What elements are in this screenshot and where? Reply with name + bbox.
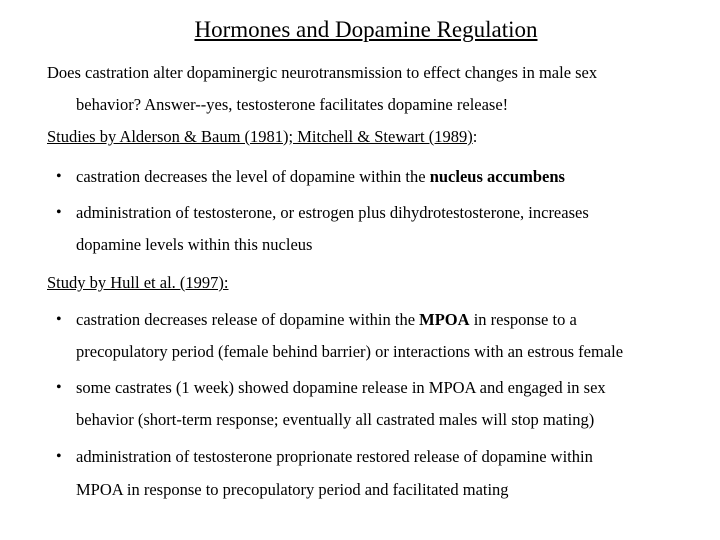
bullet-icon: • xyxy=(56,448,62,465)
section2-bullet-3-line-1: administration of testosterone proprionate restored release of dopamine within xyxy=(76,447,593,466)
intro-line-1: Does castration alter dopaminergic neurotransmission to effect changes in male sex xyxy=(47,63,598,82)
heading-colon: : xyxy=(472,127,478,146)
bullet-icon: • xyxy=(56,379,62,396)
section1-bullet-2-line-1: administration of testosterone, or estrogen plus dihydrotestosterone, increases xyxy=(76,203,589,222)
bullet-text: castration decreases the level of dopamine within the xyxy=(76,167,430,186)
section2-bullet-2-line-1: some castrates (1 week) showed dopamine release in MPOA and engaged in sex xyxy=(76,378,606,397)
intro-line-2: behavior? Answer--yes, testosterone facilitates dopamine release! xyxy=(76,95,509,114)
bold-term: MPOA xyxy=(419,310,470,329)
bullet-icon: • xyxy=(56,168,62,185)
section2-bullet-2-line-2: behavior (short-term response; eventually all castrated males will stop mating) xyxy=(76,410,595,429)
bullet-icon: • xyxy=(56,204,62,221)
section2-bullet-1-line-1 xyxy=(76,310,577,330)
section2-bullet-3-line-2: MPOA in response to precopulatory period and facilitated mating xyxy=(76,480,509,499)
bullet-icon: • xyxy=(56,311,62,328)
section1-bullet-2-line-2: dopamine levels within this nucleus xyxy=(76,235,313,254)
bullet-text: castration decreases release of dopamine within the xyxy=(76,310,420,329)
section2-bullet-1-line-2: precopulatory period (female behind barrier) or interactions with an estrous female xyxy=(76,342,624,361)
section1-heading xyxy=(47,127,477,147)
section2-heading: Study by Hull et al. (1997): xyxy=(47,273,229,292)
section1-bullet-1 xyxy=(76,167,565,187)
bold-term: nucleus accumbens xyxy=(429,167,565,186)
slide-title: Hormones and Dopamine Regulation xyxy=(194,17,538,42)
section1-heading-text: Studies by Alderson & Baum (1981); Mitchell & Stewart (1989) xyxy=(47,127,473,146)
bullet-text: in response to a xyxy=(469,310,577,329)
